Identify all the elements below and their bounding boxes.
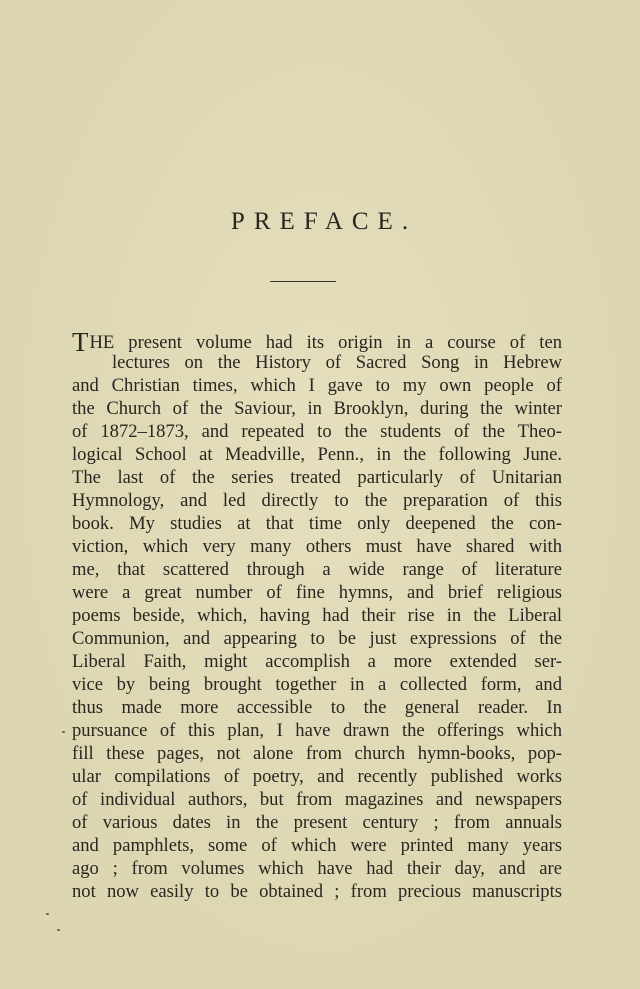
text-line-14: Communion, and appearing to be just expressions of the (72, 628, 562, 649)
text-line-15: Liberal Faith, might accomplish a more extended ser- (72, 651, 562, 672)
text-line-18: pursuance of this plan, I have drawn the offerings which (72, 720, 562, 741)
text-line-17: thus made more accessible to the general reader. In (72, 697, 562, 718)
text-line-20: ular compilations of poetry, and recently published works (72, 766, 562, 787)
text-line-22: of various dates in the present century ; from annuals (72, 812, 562, 833)
text-line-8: Hymnology, and led directly to the preparation of this (72, 490, 562, 511)
text-line-1-content: HE present volume had its origin in a course of ten (89, 332, 562, 353)
text-line-16: vice by being brought together in a collected form, and (72, 674, 562, 695)
text-line-21: of individual authors, but from magazines and newspapers (72, 789, 562, 810)
text-line-7: The last of the series treated particularly of Unitarian (72, 467, 562, 488)
text-line-12: were a great number of fine hymns, and brief religious (72, 582, 562, 603)
text-line-1 (72, 327, 562, 357)
text-line-2: lectures on the History of Sacred Song in Hebrew (112, 352, 562, 373)
text-line-25: not now easily to be obtained ; from precious manuscripts (72, 881, 562, 902)
text-line-10: viction, which very many others must have shared with (72, 536, 562, 557)
text-line-19: fill these pages, not alone from church hymn-books, pop- (72, 743, 562, 764)
text-line-23: and pamphlets, some of which were printed many years (72, 835, 562, 856)
text-line-5: of 1872–1873, and repeated to the students of the Theo- (72, 421, 562, 442)
preface-heading: PREFACE. (230, 208, 418, 235)
text-line-3: and Christian times, which I gave to my own people of (72, 375, 562, 396)
paper-speck (62, 731, 65, 733)
paper-speck (57, 929, 60, 931)
text-line-13: poems beside, which, having had their rise in the Liberal (72, 605, 562, 626)
title-rule (270, 281, 336, 282)
paper-speck (46, 913, 49, 915)
drop-cap: T (72, 327, 89, 357)
preface-text (72, 328, 562, 903)
text-line-4: the Church of the Saviour, in Brooklyn, during the winter (72, 398, 562, 419)
text-line-11: me, that scattered through a wide range of literature (72, 559, 562, 580)
text-line-9: book. My studies at that time only deepened the con- (72, 513, 562, 534)
text-line-6: logical School at Meadville, Penn., in the following June. (72, 444, 562, 465)
text-line-24: ago ; from volumes which have had their day, and are (72, 858, 562, 879)
